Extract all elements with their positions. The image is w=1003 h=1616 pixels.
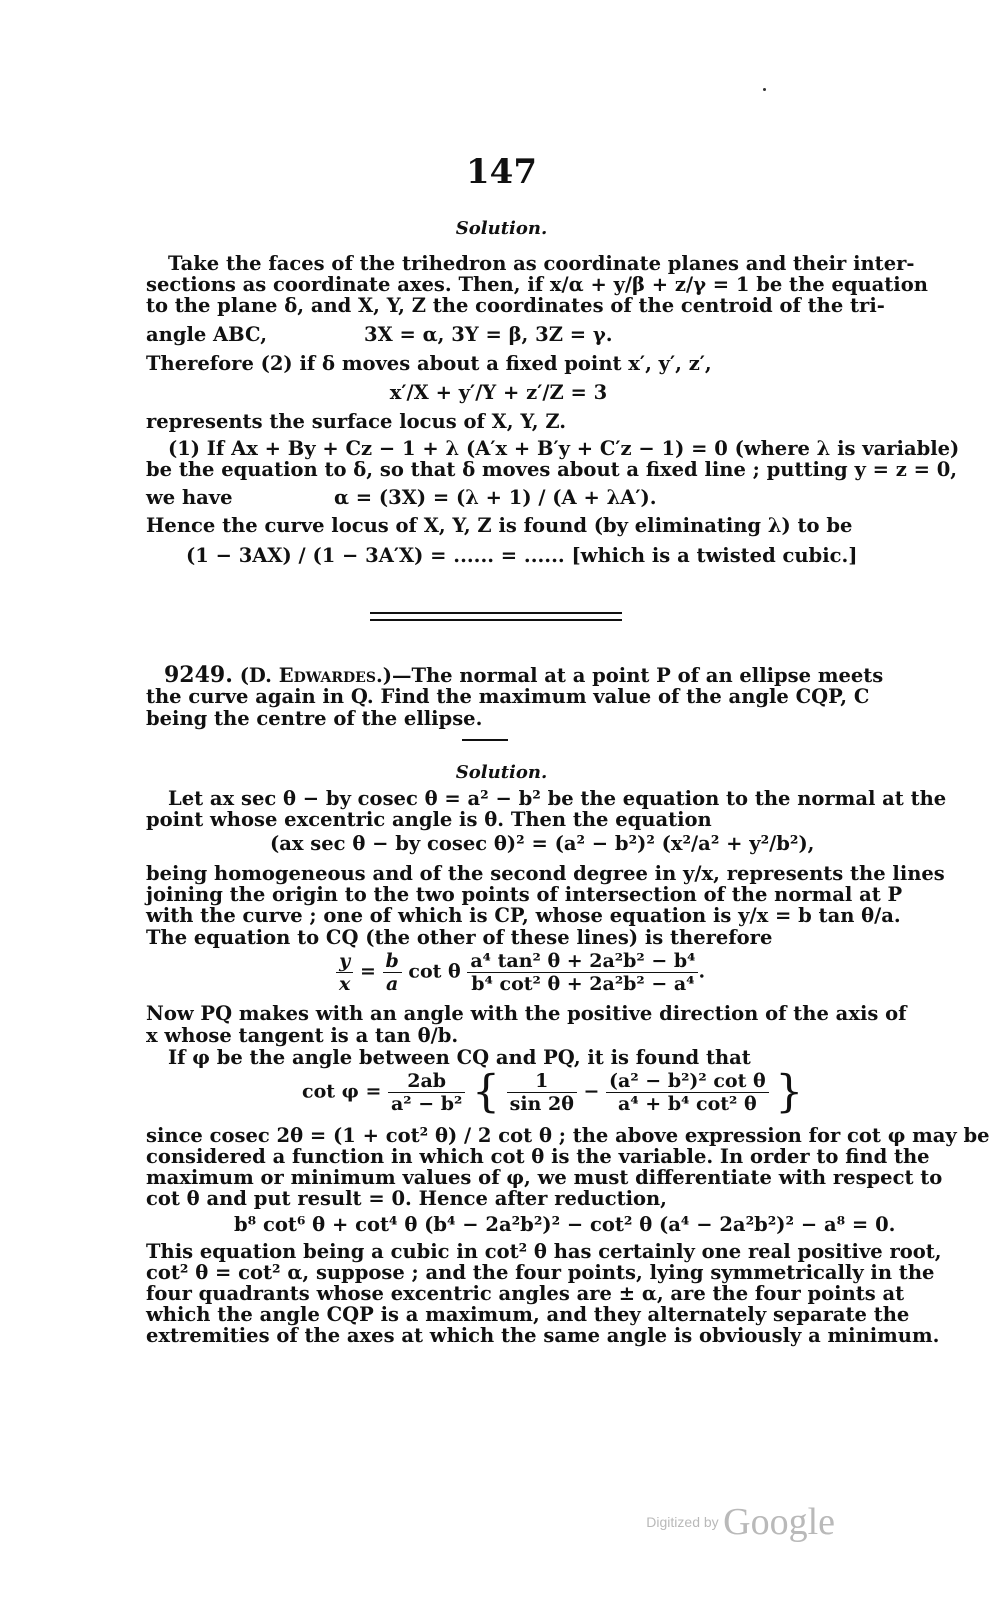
- text-line: This equation being a cubic in cot² θ has certainly one real positive root,: [146, 1240, 942, 1263]
- fraction: $\frac{1}{\sin 2\theta}$: [507, 1070, 577, 1115]
- text-line: which the angle CQP is a maximum, and they alternately separate the: [146, 1303, 910, 1326]
- divider: [370, 619, 622, 621]
- text-fragment: —The normal at a point P of an ellipse meets: [391, 664, 884, 687]
- centroid-equations: 3X = α, 3Y = β, 3Z = γ.: [364, 323, 613, 346]
- text-line: Let ax sec θ − by cosec θ = a² − b² be the equation to the normal at the: [168, 787, 947, 810]
- text-line: [146, 323, 851, 347]
- google-logo: Google: [723, 1501, 835, 1543]
- text-line: extremities of the axes at which the same angle is obviously a minimum.: [146, 1324, 940, 1347]
- text-line: four quadrants whose excentric angles are ± α, are the four points at: [146, 1282, 905, 1305]
- text-line: cot² θ = cot² α, suppose ; and the four points, lying symmetrically in the: [146, 1261, 935, 1284]
- equation: (1 − 3AX) / (1 − 3A′X) = ...... = ...... [which is a twisted cubic.]: [186, 544, 858, 567]
- short-divider: [462, 739, 508, 741]
- speck: [763, 88, 766, 91]
- fraction: $\frac{\text{a⁴ tan² θ + 2a²b² − b⁴}}{\text{b⁴ cot² θ + 2a²b² − a⁴}}$: [467, 950, 698, 995]
- text-line: cot θ and put result = 0. Hence after reduction,: [146, 1187, 667, 1210]
- fraction: $\frac{2ab}{\text{a² − b²}}$: [388, 1070, 465, 1115]
- text-line: Hence the curve locus of X, Y, Z is found (by eliminating λ) to be: [146, 514, 853, 537]
- solution-heading-1: Solution.: [455, 218, 548, 239]
- digitized-watermark: Digitized by Google: [646, 1501, 835, 1543]
- equation: b⁸ cot⁶ θ + cot⁴ θ (b⁴ − 2a²b²)² − cot² θ (a⁴ − 2a²b²)² − a⁸ = 0.: [234, 1213, 896, 1236]
- cot-phi-equation: cot φ = $\frac{2ab}{\text{a² − b²}}$ { $\frac{1}{\sin 2\theta}$ − $\frac{\text{(a² − b²)² cot θ}}{\text{a⁴ + b⁴ cot² θ}}$ }: [302, 1066, 804, 1118]
- text-line: with the curve ; one of which is CP, whose equation is y/x = b tan θ/a.: [146, 904, 901, 927]
- text-line: considered a function in which cot θ is the variable. In order to find the: [146, 1145, 930, 1168]
- text-line: If φ be the angle between CQ and PQ, it is found that: [168, 1046, 751, 1069]
- solution-heading-2: Solution.: [455, 762, 548, 783]
- text-line: [146, 486, 851, 510]
- text-line: Therefore (2) if δ moves about a fixed point x′, y′, z′,: [146, 352, 712, 375]
- text-line: since cosec 2θ = (1 + cot² θ) / 2 cot θ ; the above expression for cot φ may be: [146, 1124, 990, 1147]
- text-fragment: we have: [146, 486, 233, 509]
- text-line: The equation to CQ (the other of these lines) is therefore: [146, 926, 773, 949]
- text-line: to the plane δ, and X, Y, Z the coordinates of the centroid of the tri-: [146, 294, 885, 317]
- text-line: (1) If Ax + By + Cz − 1 + λ (A′x + B′y + C′z − 1) = 0 (where λ is variable): [168, 437, 960, 460]
- text-line: be the equation to δ, so that δ moves about a fixed line ; putting y = z = 0,: [146, 458, 958, 481]
- text-line: Now PQ makes with an angle with the positive direction of the axis of: [146, 1002, 907, 1025]
- text-line: Take the faces of the trihedron as coordinate planes and their inter-: [168, 252, 915, 275]
- equation: α = (3X) = (λ + 1) / (A + λA′).: [334, 486, 657, 509]
- equation: x′/X + y′/Y + z′/Z = 3: [389, 381, 608, 404]
- problem-number: 9249.: [164, 662, 233, 688]
- text-line: represents the surface locus of X, Y, Z.: [146, 410, 567, 433]
- text-fragment: angle ABC,: [146, 323, 267, 346]
- text-line: maximum or minimum values of φ, we must differentiate with respect to: [146, 1166, 943, 1189]
- divider: [370, 612, 622, 614]
- page-number: 147: [466, 152, 537, 192]
- text-line: being homogeneous and of the second degree in y/x, represents the lines: [146, 862, 945, 885]
- problem-author: (D. Edwardes.): [239, 664, 392, 687]
- text-line: x whose tangent is a tan θ/b.: [146, 1024, 459, 1047]
- problem-statement-line: the curve again in Q. Find the maximum value of the angle CQP, C: [146, 685, 870, 708]
- fraction: $\frac{\text{(a² − b²)² cot θ}}{\text{a⁴ + b⁴ cot² θ}}$: [606, 1070, 769, 1115]
- text-line: joining the origin to the two points of intersection of the normal at P: [146, 883, 903, 906]
- problem-statement-line: being the centre of the ellipse.: [146, 707, 483, 730]
- equation: (ax sec θ − by cosec θ)² = (a² − b²)² (x²/a² + y²/b²),: [270, 832, 815, 855]
- fraction: $\frac{y}{x}$: [336, 950, 353, 995]
- fraction-equation: $\frac{y}{x}$ = $\frac{b}{a}$ cot θ $\frac{\text{a⁴ tan² θ + 2a²b² − b⁴}}{\text{b⁴ cot² θ + 2a²b² − a⁴}}$ .: [336, 950, 705, 995]
- text-line: point whose excentric angle is θ. Then the equation: [146, 808, 712, 831]
- fraction: $\frac{b}{a}$: [383, 950, 402, 995]
- text-line: sections as coordinate axes. Then, if x/α + y/β + z/γ = 1 be the equation: [146, 273, 928, 296]
